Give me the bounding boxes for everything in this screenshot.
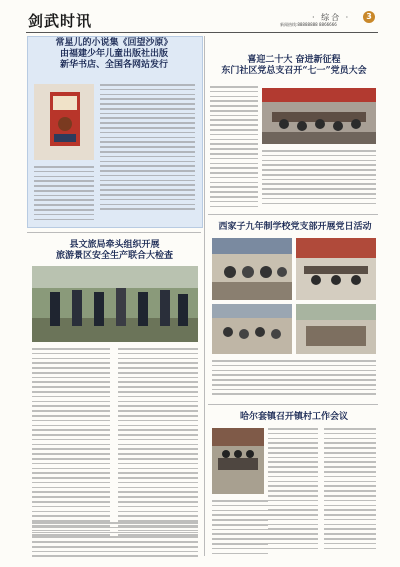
masthead-title: 剑武时讯 bbox=[28, 12, 93, 30]
party-meeting-photo bbox=[262, 88, 376, 144]
party-article-text-col2 bbox=[262, 150, 376, 207]
left-column-divider bbox=[27, 232, 201, 233]
school-party-headline: 西家子九年制学校党支部开展党日活动 bbox=[218, 222, 372, 232]
tourism-headline-line2: 旅游景区安全生产联合大检查 bbox=[55, 251, 173, 261]
page-number-badge: 3 bbox=[363, 11, 375, 23]
school-photo-4 bbox=[296, 304, 376, 354]
tourism-headline bbox=[32, 240, 197, 262]
party-headline-line1: 喜迎二十大 奋进新征程 bbox=[247, 55, 341, 65]
masthead-meta: 新闻热线:88888888 8866666 bbox=[280, 22, 337, 27]
school-article-text bbox=[212, 360, 376, 398]
book-headline-line1: 常星儿的小说集《回望沙原》 bbox=[55, 38, 173, 48]
tourism-article-text-bottom bbox=[32, 522, 198, 560]
book-cover-photo bbox=[34, 84, 94, 160]
section-label: · 综合 · bbox=[312, 13, 351, 22]
party-article-text-col1 bbox=[210, 86, 258, 210]
right-column-divider-1 bbox=[208, 214, 378, 215]
tourism-article-text-col2 bbox=[118, 348, 198, 539]
town-article-text-bottom bbox=[212, 500, 268, 557]
town-meeting-photo bbox=[212, 428, 264, 494]
town-article-text-col1 bbox=[268, 428, 318, 552]
school-photo-1 bbox=[212, 238, 292, 300]
right-column-divider-2 bbox=[208, 404, 378, 405]
book-headline-line2: 由福建少年儿童出版社出版 bbox=[59, 49, 168, 59]
town-article-text-col2 bbox=[324, 428, 376, 552]
tourism-inspection-photo bbox=[32, 266, 198, 342]
school-photo-3 bbox=[212, 304, 292, 354]
party-headline-line2: 东门社区党总支召开“七一”党员大会 bbox=[221, 66, 367, 76]
tourism-article-text-col1 bbox=[32, 348, 110, 539]
book-article-headline bbox=[30, 38, 198, 71]
town-meeting-headline: 哈尔套镇召开镇村工作会议 bbox=[239, 412, 348, 422]
tourism-headline-line1: 县文旅局牵头组织开展 bbox=[69, 240, 160, 250]
book-article-text-bottom bbox=[34, 166, 94, 223]
center-column-divider bbox=[204, 36, 205, 556]
book-headline-line3: 新华书店、全国各网站发行 bbox=[59, 60, 168, 70]
book-article-text-right bbox=[100, 84, 195, 213]
school-photo-2 bbox=[296, 238, 376, 300]
party-meeting-headline bbox=[210, 55, 378, 77]
masthead-rule bbox=[26, 32, 378, 33]
